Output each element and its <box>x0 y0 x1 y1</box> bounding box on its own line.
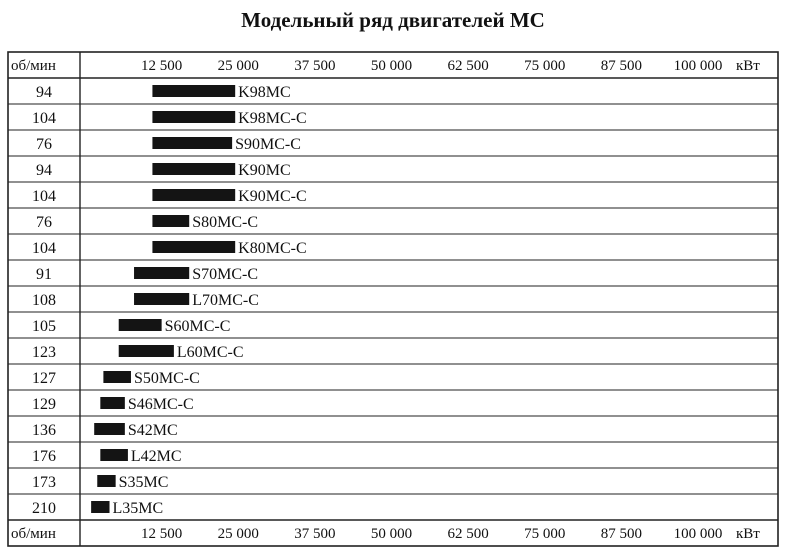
header-x-tick-label: 37 500 <box>294 58 336 74</box>
rpm-value: 108 <box>32 292 56 309</box>
rpm-value: 136 <box>32 422 56 439</box>
engine-label: S50MC-C <box>133 370 200 387</box>
header-unit-label: кВт <box>736 58 760 74</box>
engine-label: K80MC-C <box>238 240 307 257</box>
footer-x-tick-label: 75 000 <box>524 526 566 542</box>
rpm-value: 94 <box>36 84 52 101</box>
header-x-tick-label: 100 000 <box>673 58 723 74</box>
header-x-tick-label: 50 000 <box>370 58 413 74</box>
engine-label: S35MC <box>118 474 169 491</box>
power-range-bar <box>134 267 189 279</box>
footer-x-tick-label: 100 000 <box>673 526 723 542</box>
engine-label: S60MC-C <box>164 318 231 335</box>
header-x-tick-label: 12 500 <box>141 58 183 74</box>
power-range-bar <box>94 423 125 435</box>
footer-rpm-label: об/мин <box>11 526 56 542</box>
power-range-bar <box>100 449 128 461</box>
engine-label: K98MC-C <box>238 110 307 127</box>
engine-label: S90MC-C <box>235 136 301 153</box>
header-x-tick-label: 62 500 <box>447 58 489 74</box>
power-range-bar <box>119 345 174 357</box>
footer-x-tick-label: 50 000 <box>370 526 413 542</box>
header-rpm-label: об/мин <box>11 58 56 74</box>
rpm-value: 105 <box>32 318 56 335</box>
chart-title: Модельный ряд двигателей МС <box>241 8 545 32</box>
footer-unit-label: кВт <box>736 526 760 542</box>
rpm-value: 76 <box>36 214 52 231</box>
rpm-value: 176 <box>32 448 56 465</box>
rpm-value: 210 <box>32 500 56 517</box>
footer-x-tick-label: 62 500 <box>447 526 489 542</box>
power-range-bar <box>91 501 109 513</box>
rpm-value: 127 <box>32 370 56 387</box>
rpm-value: 91 <box>36 266 52 283</box>
power-range-bar <box>152 241 235 253</box>
rpm-value: 173 <box>32 474 56 491</box>
power-range-bar <box>152 85 235 97</box>
engine-label: S70MC-C <box>192 266 259 283</box>
power-range-bar <box>103 371 131 383</box>
engine-label: K98MC <box>238 84 291 101</box>
footer-x-tick-label: 37 500 <box>294 526 336 542</box>
rpm-value: 123 <box>32 344 56 361</box>
engine-label: L42MC <box>130 448 182 465</box>
rpm-value: 104 <box>32 110 56 127</box>
power-range-bar <box>152 189 235 201</box>
power-range-bar <box>152 137 232 149</box>
engine-label: S42MC <box>127 422 178 439</box>
rpm-value: 76 <box>36 136 52 153</box>
engine-label: K90MC-C <box>238 188 307 205</box>
header-x-tick-label: 75 000 <box>524 58 566 74</box>
header-x-tick-label: 87 500 <box>600 58 642 74</box>
rpm-value: 104 <box>32 240 56 257</box>
footer-x-tick-label: 12 500 <box>141 526 183 542</box>
footer-x-tick-label: 87 500 <box>600 526 642 542</box>
power-range-bar <box>152 215 189 227</box>
power-range-bar <box>134 293 189 305</box>
table-frame <box>8 52 778 546</box>
power-range-bar <box>152 163 235 175</box>
rpm-value: 129 <box>32 396 56 413</box>
rpm-value: 104 <box>32 188 56 205</box>
rpm-value: 94 <box>36 162 52 179</box>
engine-label: L35MC <box>112 500 164 517</box>
engine-label: K90MC <box>238 162 291 179</box>
engine-label: S80MC-C <box>192 214 259 231</box>
power-range-bar <box>119 319 162 331</box>
engine-label: S46MC-C <box>127 396 194 413</box>
power-range-bar <box>100 397 125 409</box>
power-range-bar <box>152 111 235 123</box>
header-x-tick-label: 25 000 <box>217 58 259 74</box>
engine-label: L70MC-C <box>192 292 259 309</box>
power-range-bar <box>97 475 115 487</box>
engine-label: L60MC-C <box>176 344 244 361</box>
footer-x-tick-label: 25 000 <box>217 526 259 542</box>
